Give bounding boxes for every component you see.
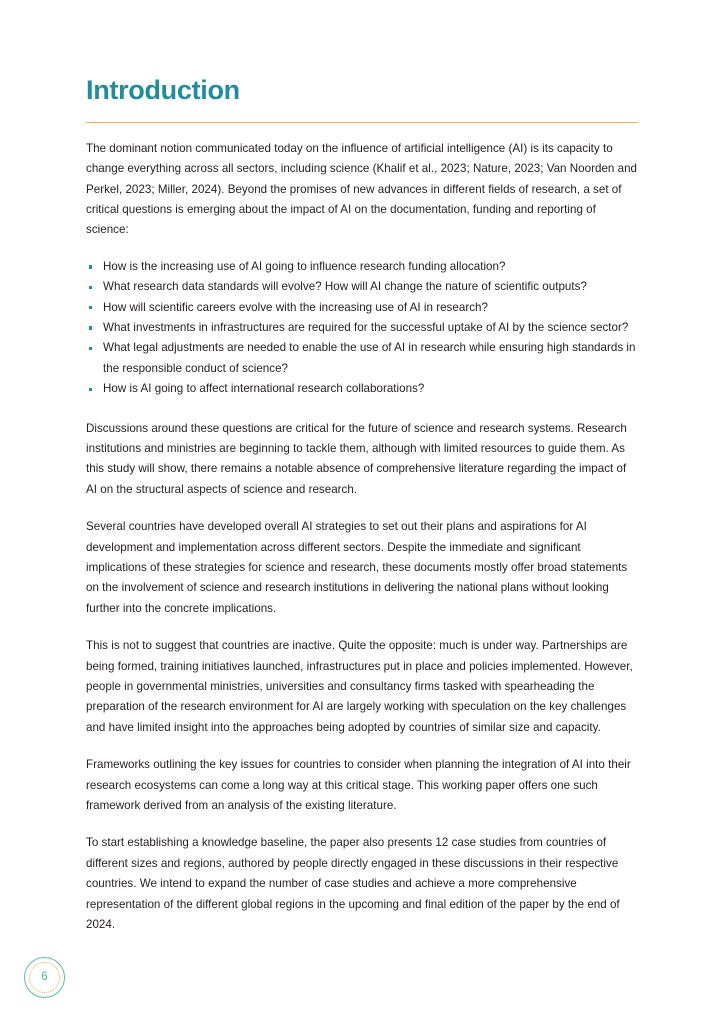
list-item-text: What legal adjustments are needed to enable the use of AI in research while ensuring high standards in the responsible conduct of science?	[103, 341, 636, 375]
list-item	[86, 379, 638, 399]
body-paragraph-frameworks: Frameworks outlining the key issues for countries to consider when planning the integration of AI into their research ecosystems can come a long way at this critical stage. This working paper offers one such framework derived from an analysis of the existing literature.	[86, 758, 631, 813]
page-number-badge	[24, 957, 65, 998]
bullet-icon	[89, 326, 92, 329]
list-item-text: What research data standards will evolve? How will AI change the nature of scientific outputs?	[103, 280, 587, 294]
bullet-icon	[89, 347, 92, 350]
intro-paragraph: The dominant notion communicated today on the influence of artificial intelligence (AI) is its capacity to change everything across all sectors, including science (Khalif et al., 2023; Nature, 2023; Van Noorden and Perkel, 2023; Miller, 2024). Beyond the promises of new advances in different fields of research, a set of critical questions is emerging about the impact of AI on the documentation, funding and reporting of science:	[86, 141, 638, 237]
bullet-icon	[89, 265, 92, 268]
title-divider	[86, 122, 638, 123]
list-item	[86, 277, 638, 297]
bullet-icon	[89, 388, 92, 391]
page-title: Introduction	[86, 75, 240, 105]
bullet-icon	[89, 286, 92, 289]
body-paragraph-strategies: Several countries have developed overall AI strategies to set out their plans and aspirations for AI development and implementation across different sectors. Despite the immediate and significant implications of these strategies for science and research, these documents mostly offer broad statements on the involvement of science and research institutions in delivering the national plans without looking further into the concrete implications.	[86, 520, 628, 615]
body-paragraph-discussions: Discussions around these questions are critical for the future of science and research systems. Research institutions and ministries are beginning to tackle them, although with limited resources to guide them. As this study will show, there remains a notable absence of comprehensive literature regarding the impact of AI on the structural aspects of science and research.	[86, 421, 627, 496]
critical-questions-list	[86, 257, 638, 400]
list-item-text: How is AI going to affect international research collaborations?	[103, 382, 425, 396]
list-item-text: What investments in infrastructures are required for the successful uptake of AI by the science sector?	[103, 320, 629, 334]
list-item-text: How will scientific careers evolve with the increasing use of AI in research?	[103, 300, 488, 314]
list-item	[86, 257, 638, 277]
page-number: 6	[41, 970, 48, 983]
list-item-text: How is the increasing use of AI going to influence research funding allocation?	[103, 259, 506, 273]
list-item	[86, 298, 638, 318]
page-content	[86, 76, 638, 936]
body-paragraph-activity: This is not to suggest that countries are inactive. Quite the opposite: much is under way. Partnerships are being formed, training initiatives launched, infrastructures put in place and policies implemented. However, people in governmental ministries, universities and consultancy firms tasked with spearheading the preparation of the research environment for AI are largely working with speculation on the key challenges and have limited insight into the approaches being adopted by countries of similar size and capacity.	[86, 639, 633, 734]
body-paragraph-case-studies: To start establishing a knowledge baseline, the paper also presents 12 case studies from countries of different sizes and regions, authored by people directly engaged in these discussions in their respective countries. We intend to expand the number of case studies and achieve a more comprehensive representation of the different global regions in the upcoming and final edition of the paper by the end of 2024.	[86, 836, 620, 932]
bullet-icon	[89, 306, 92, 309]
list-item	[86, 318, 638, 338]
list-item	[86, 338, 638, 379]
